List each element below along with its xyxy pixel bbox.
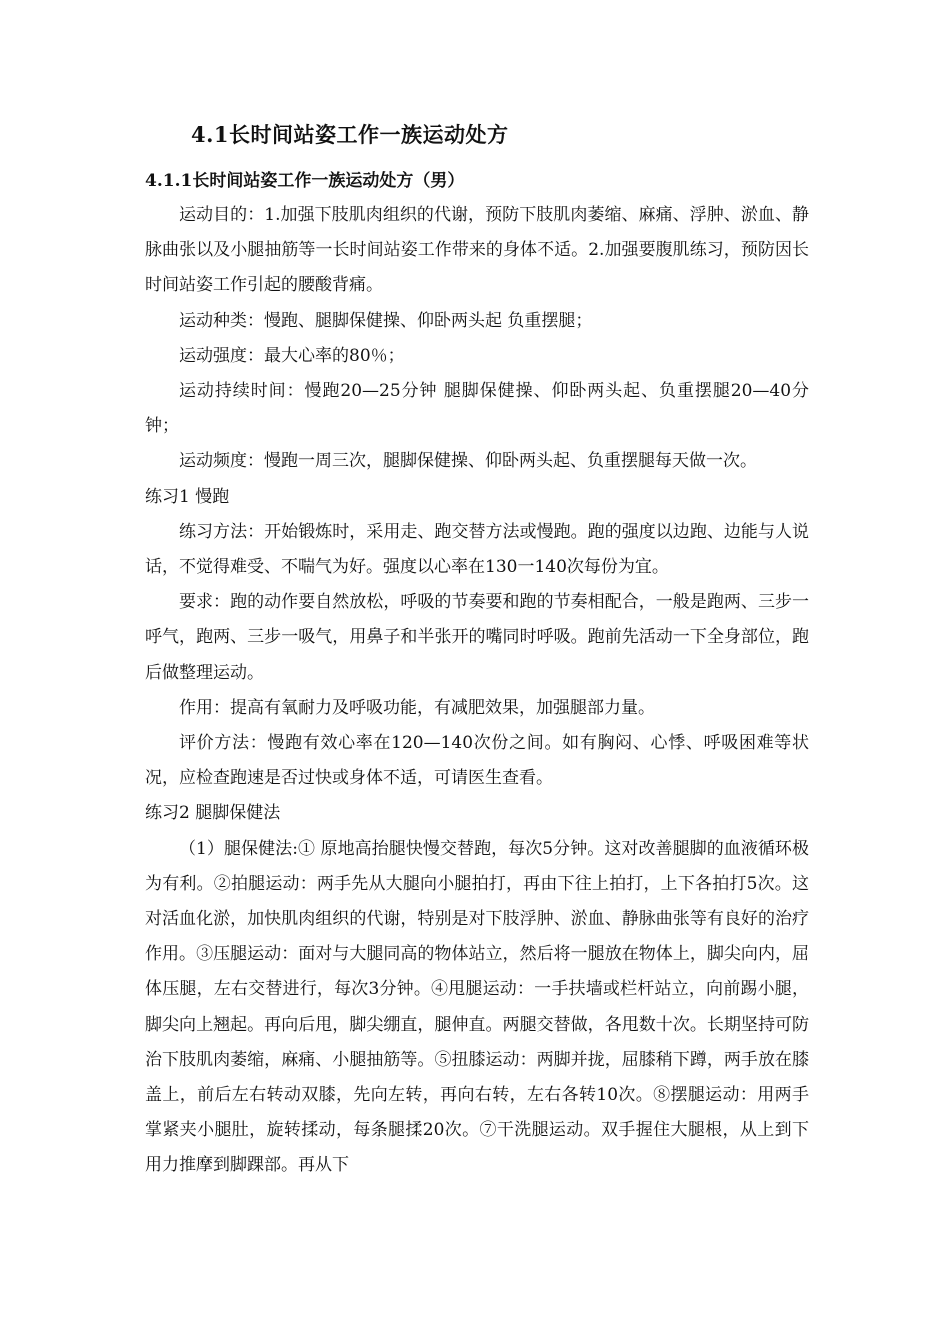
paragraph-purpose: 运动目的：1.加强下肢肌肉组织的代谢，预防下肢肌肉萎缩、麻痛、浮肿、淤血、静脉曲张以及小腿抽筋等一长时间站姿工作带来的身体不适。2.加强要腹肌练习，预防因长时间站姿工作引起的腰酸背痛。 [145,205,809,296]
paragraph-ex1-requirements: 要求：跑的动作要自然放松，呼吸的节奏要和跑的节奏相配合，一般是跑两、三步一呼气，跑两、三步一吸气，用鼻子和半张开的嘴同时呼吸。跑前先活动一下全身部位，跑后做整理运动。 [145,592,809,683]
paragraph-ex1-evaluation: 评价方法：慢跑有效心率在120—140次份之间。如有胸闷、心悸、呼吸困难等状况，应检查跑速是否过快或身体不适，可请医生查看。 [145,733,809,789]
subsection-title: 4.1.1长时间站姿工作一族运动处方（男） [145,171,465,191]
paragraph-frequency: 运动频度：慢跑一周三次，腿脚保健操、仰卧两头起、负重摆腿每天做一次。 [179,451,757,472]
paragraph-ex2-leg-care: （1）腿保健法:① 原地高抬腿快慢交替跑，每次5分钟。这对改善腿脚的血液循环极为有利。②拍腿运动：两手先从大腿向小腿拍打，再由下往上拍打，上下各拍打5次。这对活血化淤，加快肌肉组织的代谢，特别是对下肢浮肿、淤血、静脉曲张等有良好的治疗作用。③压腿运动：面对与大腿同高的物体站立，然后将一腿放在物体上，脚尖向内，屈体压腿，左右交替进行，每次3分钟。④甩腿运动：一手扶墙或栏杆站立，向前踢小腿，脚尖向上翘起。再向后甩，脚尖绷直，腿伸直。两腿交替做，各甩数十次。长期坚持可防治下肢肌肉萎缩，麻痛、小腿抽筋等。⑤扭膝运动：两脚并拢，屈膝稍下蹲，两手放在膝盖上，前后左右转动双膝，先向左转，再向右转，左右各转10次。⑧摆腿运动：用两手掌紧夹小腿肚，旋转揉动，每条腿揉20次。⑦干洗腿运动。双手握住大腿根，从上到下用力推摩到脚踝部。再从下 [145,838,809,1176]
paragraph-intensity: 运动强度：最大心率的80％； [179,345,405,366]
exercise-1-heading: 练习1 慢跑 [145,486,230,507]
paragraph-ex1-effect: 作用：提高有氧耐力及呼吸功能，有减肥效果，加强腿部力量。 [179,697,655,718]
paragraph-duration: 运动持续时间：慢跑20—25分钟 腿脚保健操、仰卧两头起、负重摆腿20—40分钟； [145,381,809,437]
document-body [145,120,809,1184]
section-title: 4.1长时间站姿工作一族运动处方 [191,122,509,147]
paragraph-types: 运动种类：慢跑、腿脚保健操、仰卧两头起 负重摆腿； [179,310,593,331]
exercise-2-heading: 练习2 腿脚保健法 [145,803,281,824]
paragraph-ex1-method: 练习方法：开始锻炼时，采用走、跑交替方法或慢跑。跑的强度以边跑、边能与人说话，不觉得难受、不喘气为好。强度以心率在130一140次每份为宜。 [145,521,809,578]
